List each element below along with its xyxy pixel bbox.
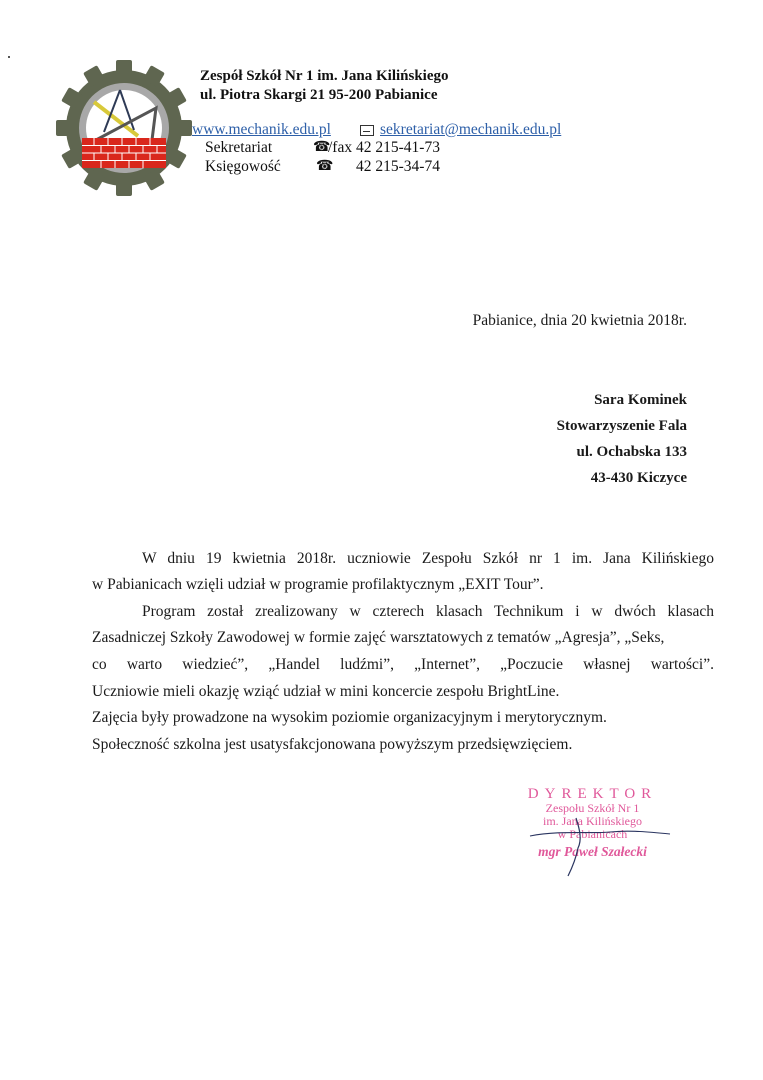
email-link[interactable]: sekretariat@mechanik.edu.pl [380,121,562,138]
body-paragraph-1-line-1: W dniu 19 kwietnia 2018r. uczniowie Zespołu Szkół nr 1 im. Jana Kilińskiego [142,550,714,567]
phone-icon: ☎ [313,140,331,155]
brick-wall-icon [82,138,166,168]
stamp-title: DYREKTOR [527,786,658,802]
recipient-street: ul. Ochabska 133 [576,444,687,460]
contact-number: 42 215-34-74 [356,158,440,175]
date-line: Pabianice, dnia 20 kwietnia 2018r. [472,312,687,329]
institution-name: Zespół Szkół Nr 1 im. Jana Kilińskiego [200,68,449,84]
stamp-line-1: Zespołu Szkół Nr 1 [545,801,640,815]
body-paragraph-2-line-3: co warto wiedzieć”, „Handel ludźmi”, „Internet”, „Poczucie własnej wartości”. [92,656,714,673]
gear-icon [56,60,192,196]
contact-number: 42 215-41-73 [356,139,440,156]
contact-label: Księgowość [205,158,281,175]
body-paragraph-2-line-1: Program został zrealizowany w czterech klasach Technikum i w dwóch klasach [142,603,714,620]
website-link[interactable]: www.mechanik.edu.pl [192,121,331,138]
stamp-signatory-name: mgr Paweł Szałecki [538,844,647,859]
contact-label: Sekretariat [205,139,273,156]
body-paragraph-3: Uczniowie mieli okazję wziąć udział w mini koncercie zespołu BrightLine. [92,683,560,700]
fax-suffix: /fax [328,139,353,156]
phone-icon: ☎ [316,159,334,174]
recipient-city: 43-430 Kiczyce [590,470,687,486]
body-paragraph-4: Zajęcia były prowadzone na wysokim poziomie organizacyjnym i merytorycznym. [92,709,607,726]
stamp-line-3: w Pabianicach [557,827,628,841]
stamp-line-2: im. Jana Kilińskiego [543,814,642,828]
recipient-name: Sara Kominek [594,392,687,408]
institution-address: ul. Piotra Skargi 21 95-200 Pabianice [200,87,438,103]
director-stamp [510,786,675,860]
body-paragraph-2-line-2: Zasadniczej Szkoły Zawodowej w formie zajęć warsztatowych z tematów „Agresja”, „Seks, [92,629,665,646]
envelope-icon [360,125,374,136]
school-logo [56,60,192,196]
body-paragraph-1-line-2: w Pabianicach wzięli udział w programie profilaktycznym „EXIT Tour”. [92,576,544,593]
email-block [360,121,561,139]
recipient-organization: Stowarzyszenie Fala [556,418,687,434]
scan-speck [8,56,10,58]
body-paragraph-5: Społeczność szkolna jest usatysfakcjonowana powyższym przedsięwzięciem. [92,736,573,753]
